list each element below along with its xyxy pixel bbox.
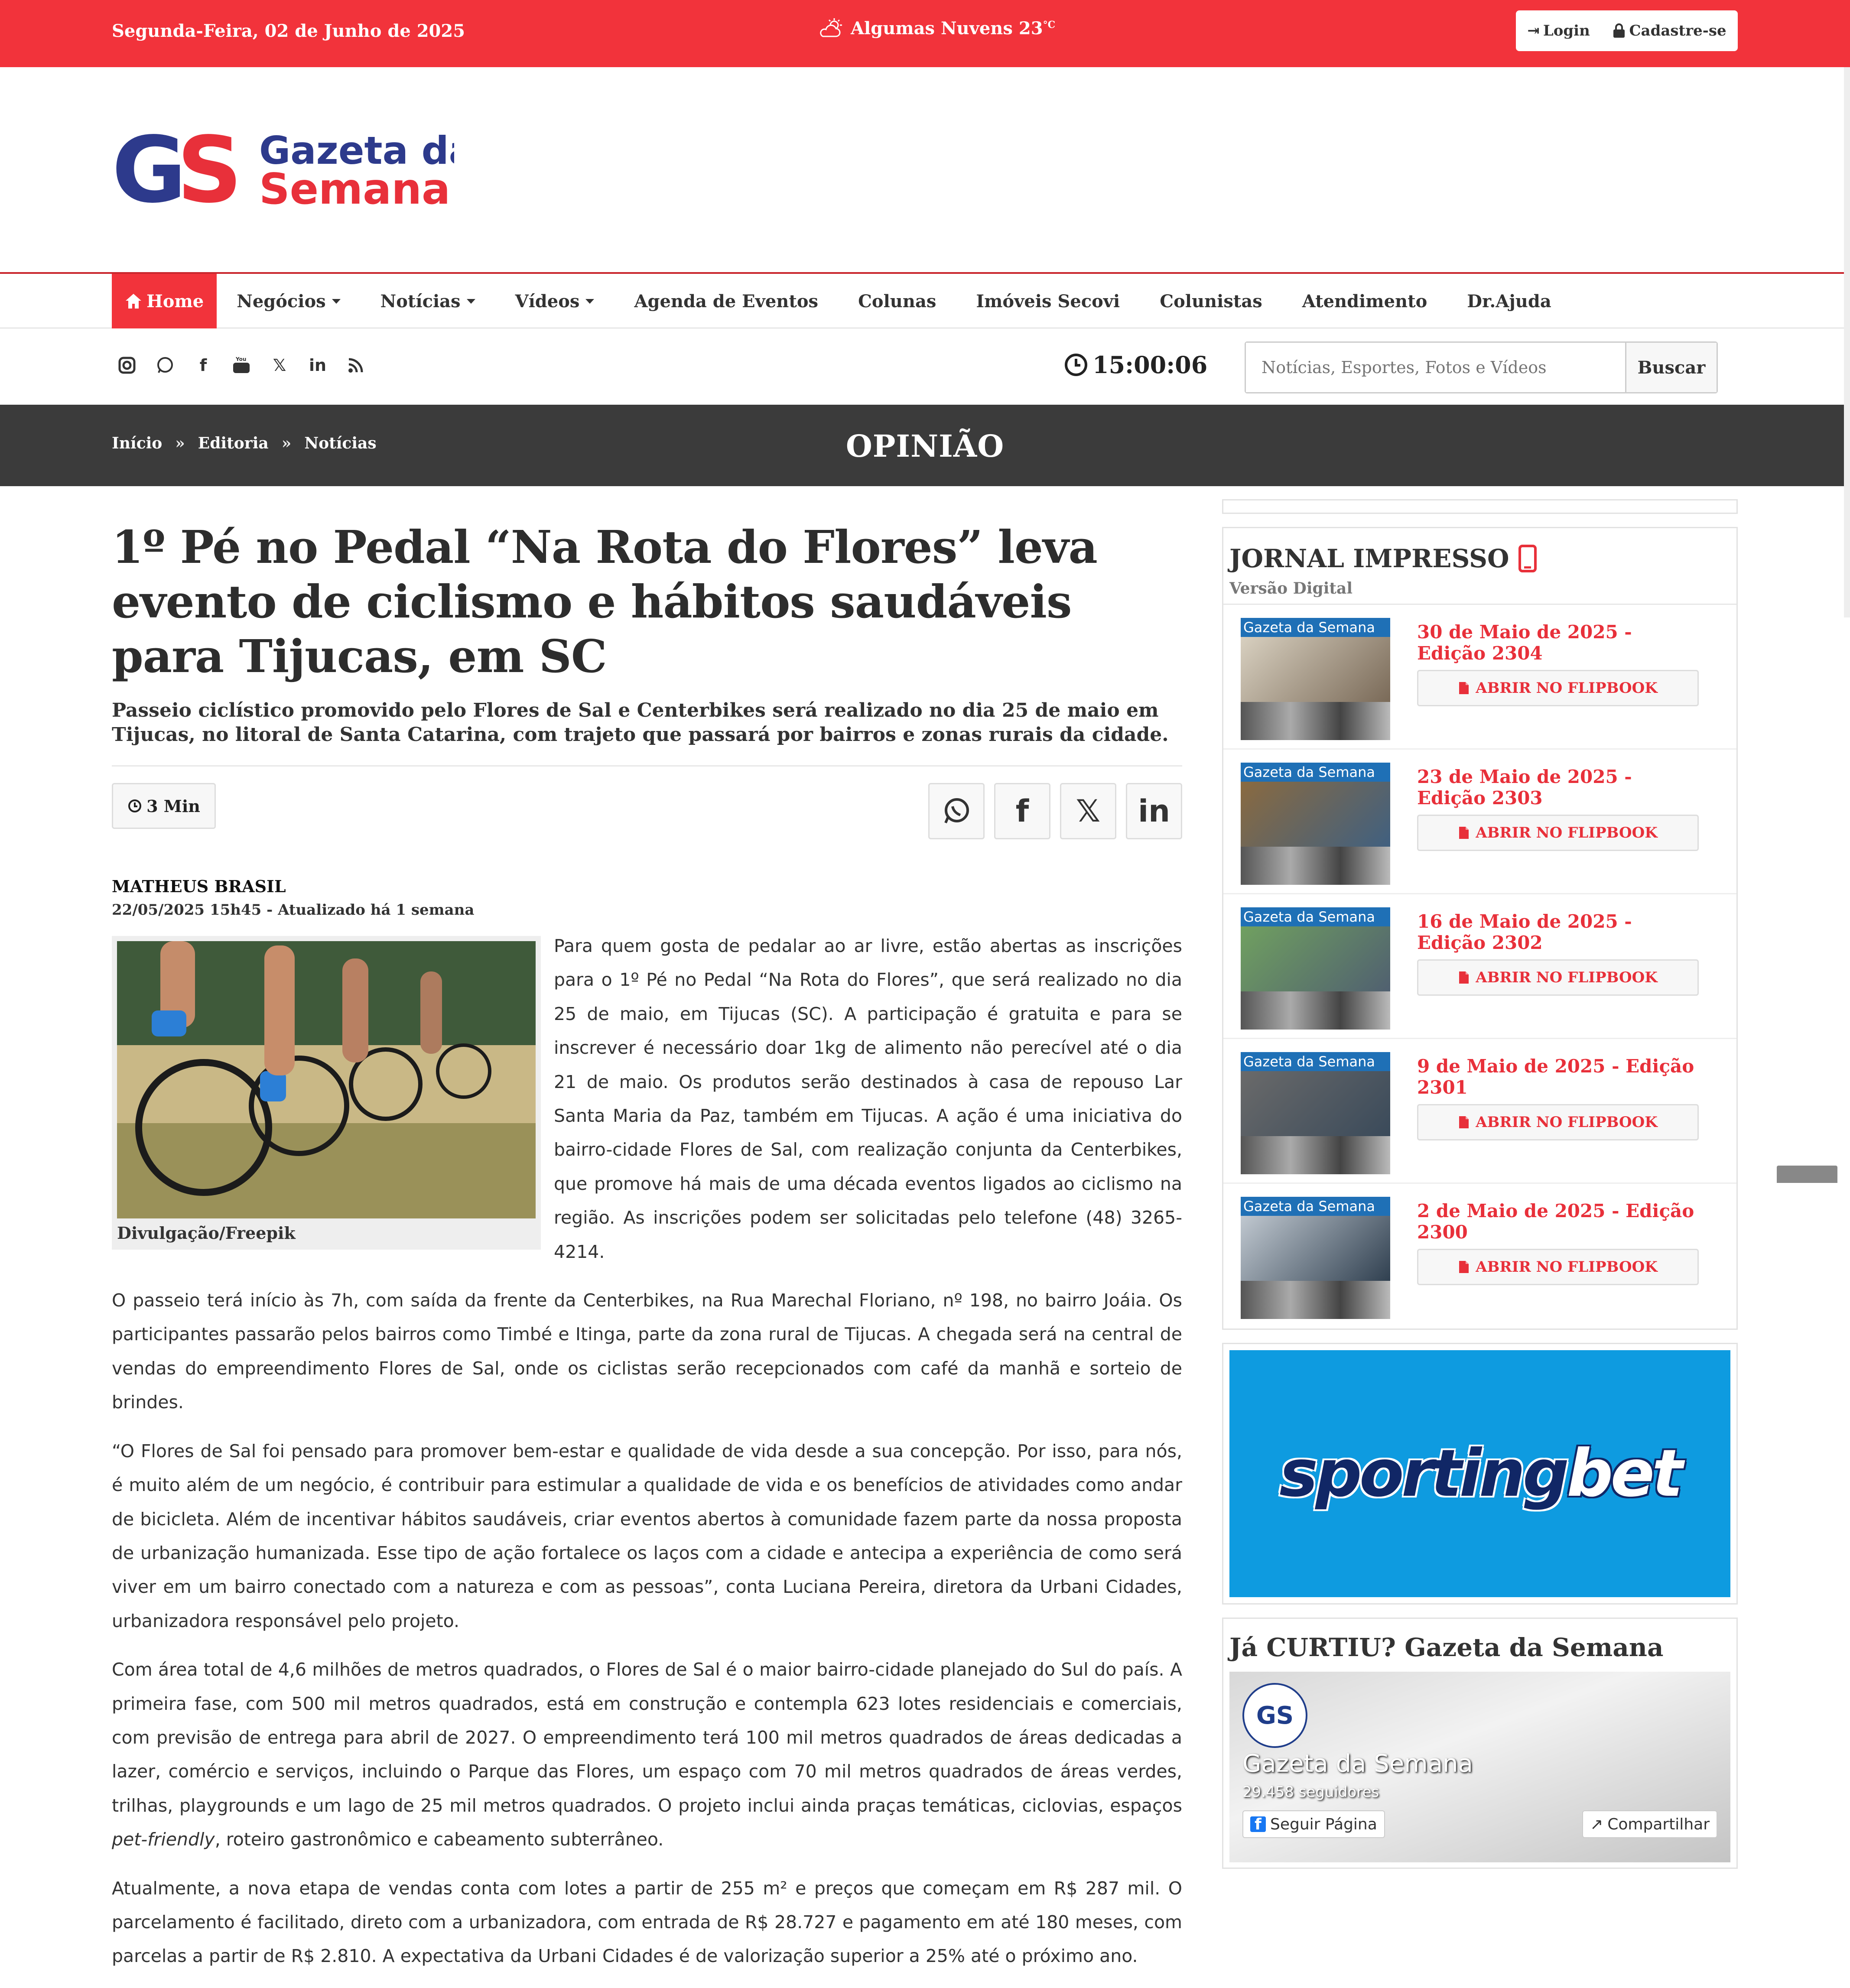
edition-info [1417,763,1699,893]
x-icon[interactable]: 𝕏 [273,356,286,375]
nav-colunas[interactable]: Colunas [858,291,936,312]
article-paragraph-4 [112,1653,1182,1856]
nav-videos[interactable] [495,274,614,328]
nav-atendimento[interactable]: Atendimento [1302,291,1427,312]
top-bar [0,0,1850,67]
facebook-icon: f [1250,1816,1266,1832]
facebook-widget-title: Já CURTIU? Gazeta da Semana [1229,1633,1664,1662]
auth-buttons [1516,10,1738,51]
signup-label: Cadastre-se [1629,22,1726,39]
image-caption: Divulgação/Freepik [117,1223,296,1243]
open-flipbook-button[interactable] [1417,1249,1699,1285]
search-button[interactable]: Buscar [1626,343,1717,392]
weather-text: Algumas Nuvens [851,18,1013,39]
breadcrumb-bar [0,405,1850,486]
edition-item [1223,1184,1736,1329]
section-title: OPINIÃO [845,428,1005,464]
journal-widget [1222,527,1738,1330]
edition-cover[interactable] [1241,618,1390,740]
whatsapp-icon [941,796,972,826]
cyclists-illustration [117,941,536,1218]
edition-title[interactable]: 30 de Maio de 2025 - Edição 2304 [1417,621,1632,664]
share-whatsapp-button[interactable] [928,783,985,839]
sidebar-top-box [1222,499,1738,514]
read-time-badge [112,783,216,829]
edition-cover-photo [1241,926,1390,991]
edition-cover-photo [1241,637,1390,702]
edition-cover-strip [1241,1136,1390,1174]
nav-colunistas[interactable]: Colunistas [1160,291,1262,312]
pdf-icon [1458,971,1470,984]
nav-home-label: Home [146,291,204,312]
facebook-icon: f [1015,793,1029,829]
article-subhead: Passeio ciclístico promovido pelo Flores de Sal e Centerbikes será realizado no dia 25 de maio em Tijucas, no litoral de Santa Catarina, com trajeto que passará por bairros e zonas rurais da cidade. [112,699,1169,746]
edition-cover-masthead: Gazeta da Semana [1241,618,1390,637]
nav-negocios-label: Negócios [237,291,326,312]
x-icon: 𝕏 [1076,793,1101,829]
cloud-sun-icon [817,17,845,39]
mobile-icon [1518,545,1537,572]
ad-brand-part1: sporting [1279,1436,1567,1511]
site-logo[interactable] [112,130,454,210]
facebook-followers: 29.458 seguidores [1242,1783,1379,1801]
nav-negocios[interactable] [217,274,360,328]
weather-widget [817,17,1055,39]
logo-initial-g: G [112,130,175,210]
instagram-icon[interactable] [112,350,142,380]
facebook-follow-label: Seguir Página [1270,1815,1377,1833]
nav-noticias-label: Notícias [380,291,461,312]
back-to-top-button[interactable] [1777,1166,1837,1183]
nav-agenda[interactable]: Agenda de Eventos [634,291,819,312]
sportingbet-ad[interactable] [1222,1343,1738,1605]
lock-icon [1613,23,1626,38]
open-flipbook-button[interactable] [1417,1104,1699,1140]
pdf-icon [1458,1260,1470,1274]
temperature-value: 23 [1018,18,1043,39]
clock-icon [127,799,142,813]
article-body [112,929,1182,1973]
edition-title[interactable]: 23 de Maio de 2025 - Edição 2303 [1417,766,1632,809]
facebook-share-label: Compartilhar [1607,1815,1710,1833]
edition-cover-masthead: Gazeta da Semana [1241,907,1390,926]
social-links [112,350,371,380]
share-icon: ↗ [1590,1815,1603,1833]
open-flipbook-label: ABRIR NO FLIPBOOK [1476,1258,1658,1276]
pdf-icon [1458,826,1470,840]
breadcrumb-inicio[interactable]: Início [112,434,163,452]
article-figure [112,936,541,1250]
open-flipbook-button[interactable] [1417,815,1699,851]
pdf-icon [1458,681,1470,695]
edition-item [1223,605,1736,750]
facebook-widget [1222,1618,1738,1869]
share-x-button[interactable] [1060,783,1116,839]
search-form [1245,341,1718,393]
login-icon: ⇥ [1527,22,1540,39]
pdf-icon [1458,1115,1470,1129]
clock-time: 15:00:06 [1092,351,1208,379]
open-flipbook-button[interactable] [1417,670,1699,706]
open-flipbook-button[interactable] [1417,959,1699,996]
edition-cover-photo [1241,1071,1390,1136]
article-headline: 1º Pé no Pedal “Na Rota do Flores” leva evento de ciclismo e hábitos saudáveis para Tijucas, em SC [112,520,1097,683]
svg-text:You: You [236,357,247,362]
edition-cover-strip [1241,702,1390,740]
breadcrumb-editoria[interactable]: Editoria [198,434,269,452]
linkedin-icon: in [1138,793,1170,829]
edition-item [1223,1039,1736,1184]
edition-cover[interactable] [1241,763,1390,885]
chevron-down-icon [585,299,594,304]
chevron-right-icon: » [281,434,292,452]
temperature [1019,18,1055,39]
edition-info [1417,907,1699,1038]
edition-cover-strip [1241,991,1390,1030]
whatsapp-icon[interactable] [150,350,180,380]
chevron-down-icon [332,299,341,304]
nav-videos-label: Vídeos [515,291,580,312]
facebook-cover[interactable] [1229,1672,1730,1862]
chevron-down-icon [467,299,475,304]
article [112,520,1182,1988]
article-paragraph-4-italic: pet-friendly [112,1829,215,1850]
temperature-unit: °C [1043,19,1056,31]
nav-noticias[interactable] [361,274,495,328]
logo-line1: Gazeta da [259,130,454,173]
linkedin-icon[interactable]: in [309,356,327,375]
share-buttons [928,783,1182,839]
open-flipbook-label: ABRIR NO FLIPBOOK [1476,679,1658,697]
chevron-right-icon: » [175,434,185,452]
edition-cover-masthead: Gazeta da Semana [1241,1197,1390,1216]
login-label: Login [1543,22,1590,39]
current-date: Segunda-Feira, 02 de Junho de 2025 [112,21,465,41]
share-linkedin-button[interactable] [1126,783,1182,839]
edition-cover[interactable] [1241,1197,1390,1319]
ad-logo [1279,1436,1681,1511]
ad-brand-part2: bet [1567,1436,1681,1511]
edition-item [1223,750,1736,894]
search-input[interactable] [1246,343,1626,392]
edition-cover[interactable] [1241,1052,1390,1174]
main-navigation [0,272,1850,328]
edition-title[interactable]: 16 de Maio de 2025 - Edição 2302 [1417,911,1632,953]
article-author[interactable]: MATHEUS BRASIL [112,877,286,896]
article-paragraph-1: Para quem gosta de pedalar ao ar livre, estão abertas as inscrições para o 1º Pé no Pedal “Na Rota do Flores”, que será realizado no dia 25 de maio, em Tijucas (SC). A participação é gratuita e para se inscrever é necessário doar 1kg de alimento não perecível até o dia 21 de maio. Os produtos serão destinados à casa de repouso Lar Santa Maria da Paz, também em Tijucas. A ação é uma iniciativa do bairro-cidade Flores de Sal, com realização conjunta da Centerbikes, que promove há mais de uma década eventos ligados ao ciclismo na região. As inscrições podem ser solicitadas pelo telefone (48) 3265-4214. [554,936,1182,1262]
facebook-page-name[interactable]: Gazeta da Semana [1242,1750,1473,1778]
open-flipbook-label: ABRIR NO FLIPBOOK [1476,824,1658,841]
journal-subtitle: Versão Digital [1229,579,1353,598]
cyclists-photo [117,941,536,1218]
edition-info [1417,1052,1699,1182]
youtube-icon[interactable] [226,350,257,380]
article-paragraph-5: Atualmente, a nova etapa de vendas conta com lotes a partir de 255 m² e preços que começam em R$ 287 mil. O parcelamento é facilitado, direto com a urbanizadora, com entrada de R$ 28.727 e pagamento em até 180 meses, com parcelas a partir de R$ 2.810. A expectativa da Urbani Cidades é de valorização superior a 25% até o próximo ano. [112,1878,1182,1967]
edition-title[interactable]: 9 de Maio de 2025 - Edição 2301 [1417,1056,1694,1098]
article-paragraph-2: O passeio terá início às 7h, com saída da frente da Centerbikes, na Rua Marechal Floriano, nº 198, no bairro Joáia. Os participantes passarão pelos bairros como Timbé e Itinga, parte da zona rural de Tijucas. A chegada será na central de vendas do empreendimento Flores de Sal, onde os ciclistas serão recepcionados com café da manhã e sorteio de brindes. [112,1290,1182,1413]
article-meta-row [112,767,1182,853]
edition-cover-photo [1241,782,1390,847]
rss-icon[interactable] [341,350,371,380]
edition-list [1223,605,1736,1329]
breadcrumb-noticias[interactable]: Notícias [304,434,377,452]
edition-info [1417,618,1699,748]
edition-info [1417,1197,1699,1329]
sidebar [1222,499,1738,1869]
open-flipbook-label: ABRIR NO FLIPBOOK [1476,969,1658,986]
edition-item [1223,894,1736,1039]
login-button[interactable] [1527,22,1590,39]
logo-line2: Semana [259,165,451,210]
nav-home[interactable] [112,274,217,328]
journal-title [1229,544,1730,573]
home-icon [125,293,142,309]
edition-cover-photo [1241,1216,1390,1281]
scrollbar-track[interactable] [1844,67,1850,617]
logo-initial-s: S [177,130,234,210]
edition-cover-strip [1241,847,1390,885]
nav-imoveis[interactable]: Imóveis Secovi [976,291,1120,312]
clock [1064,351,1207,379]
read-time-value: 3 Min [146,796,200,816]
clock-icon [1064,353,1088,377]
edition-title[interactable]: 2 de Maio de 2025 - Edição 2300 [1417,1200,1694,1243]
open-flipbook-label: ABRIR NO FLIPBOOK [1476,1114,1658,1131]
facebook-follow-button[interactable] [1242,1810,1385,1838]
signup-button[interactable] [1613,22,1726,39]
article-paragraph-3: “O Flores de Sal foi pensado para promover bem-estar e qualidade de vida desde a sua concepção. Por isso, para nós, é muito além de um negócio, é contribuir para estimular a qualidade de vida e os benefícios de atividades como andar de bicicleta. Além de incentivar hábitos saudáveis, criar eventos abertos à comunidade fazem parte da nossa proposta de urbanização humanizada. Esse tipo de ação fortalece os laços com a cidade e antecipa a experiência de como será viver em um bairro conectado com a natureza e com as pessoas”, conta Luciana Pereira, diretora da Urbani Cidades, urbanizadora responsável pelo projeto. [112,1440,1182,1631]
facebook-share-button[interactable] [1582,1810,1717,1838]
edition-cover-strip [1241,1281,1390,1319]
ad-banner[interactable] [1229,1350,1730,1597]
journal-title-text: JORNAL IMPRESSO [1229,544,1509,573]
edition-cover-masthead: Gazeta da Semana [1241,1052,1390,1071]
article-paragraph-4-text: Com área total de 4,6 milhões de metros quadrados, o Flores de Sal é o maior bairro-cidade planejado do Sul do país. A primeira fase, com 500 mil metros quadrados, está em construção e contempla 623 lotes residenciais e comerciais, com previsão de entrega para abril de 2027. O empreendimento terá 100 mil metros quadrados de áreas dedicadas a lazer, comércio e serviços, incluindo o Parque das Flores, um espaço com 70 mil metros quadrados de áreas verdes, trilhas, playgrounds e um lago de 25 mil metros quadrados. O projeto inclui ainda praças temáticas, ciclovias, espaços [112,1659,1182,1816]
edition-cover[interactable] [1241,907,1390,1030]
toolbar [0,328,1850,405]
logo-mark [112,130,454,210]
facebook-icon[interactable]: f [199,356,207,375]
nav-drajuda[interactable]: Dr.Ajuda [1467,291,1551,312]
edition-cover-masthead: Gazeta da Semana [1241,763,1390,782]
facebook-page-avatar: GS [1242,1683,1307,1748]
article-paragraph-4-tail: , roteiro gastronômico e cabeamento subterrâneo. [215,1829,664,1850]
share-facebook-button[interactable] [994,783,1050,839]
article-date: 22/05/2025 15h45 - Atualizado há 1 semana [112,901,475,919]
